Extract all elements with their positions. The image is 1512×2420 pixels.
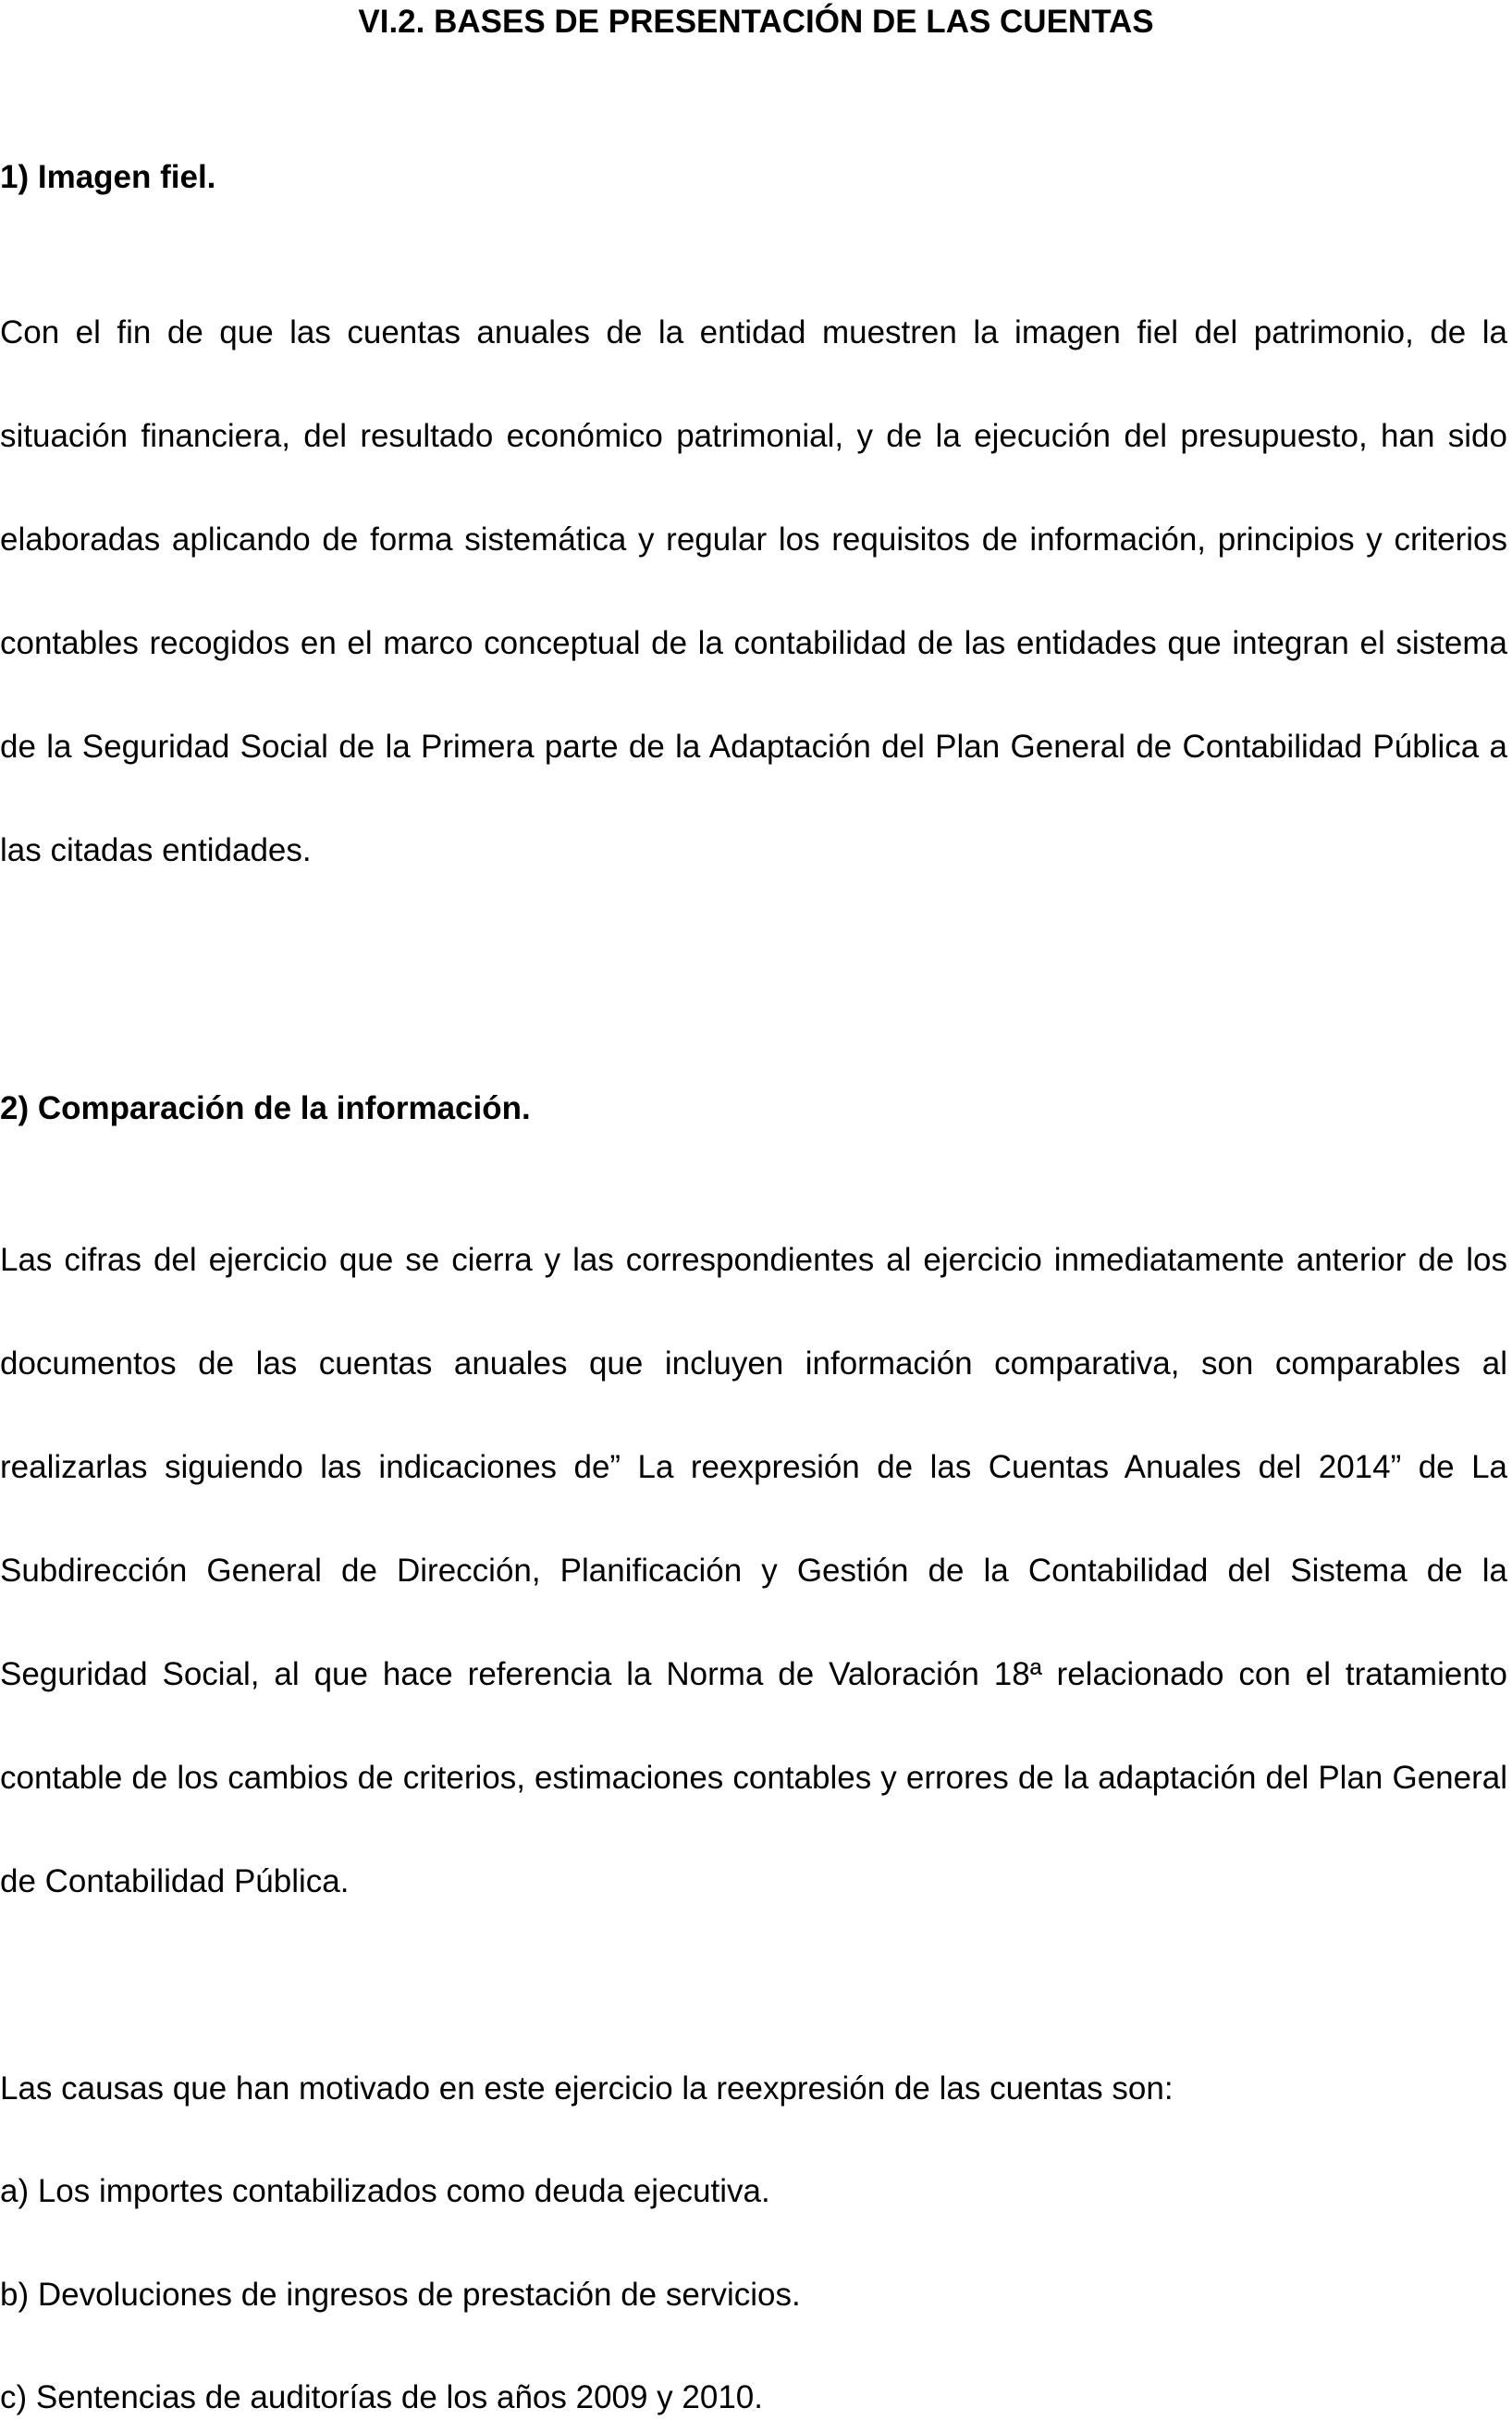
cause-item: b) Devoluciones de ingresos de prestación de servicios. [0,2277,801,2313]
section-paragraph-comparacion: Las cifras del ejercicio que se cierra y las correspondientes al ejercicio inmediatamente anterior de los documentos de las cuentas anuales que incluyen información comparativa, son comparables al realizarlas siguiendo las indicaciones de” La reexpresión de las Cuentas Anuales del 2014” de La Subdirección General de Dirección, Planificación y Gestión de la Contabilidad del Sistema de la Seguridad Social, al que hace referencia la Norma de Valoración 18ª relacionado con el tratamiento contable de los cambios de criterios, estimaciones contables y errores de la adaptación del Plan General de Contabilidad Pública. [0,1242,1507,1899]
section-heading-comparacion: 2) Comparación de la información. [0,1090,531,1126]
causes-intro: Las causas que han motivado en este ejercicio la reexpresión de las cuentas son: [0,2070,1174,2107]
section-paragraph-imagen-fiel: Con el fin de que las cuentas anuales de la entidad muestren la imagen fiel del patrimonio, de la situación financiera, del resultado económico patrimonial, y de la ejecución del presupuesto, han sido elaboradas aplicando de forma sistemática y regular los requisitos de información, principios y criterios contables recogidos en el marco conceptual de la contabilidad de las entidades que integran el sistema de la Seguridad Social de la Primera parte de la Adaptación del Plan General de Contabilidad Pública a las citadas entidades. [0,314,1507,868]
cause-item: a) Los importes contabilizados como deuda ejecutiva. [0,2173,770,2209]
section-heading-imagen-fiel: 1) Imagen fiel. [0,159,216,195]
cause-item: c) Sentencias de auditorías de los años 2009 y 2010. [0,2379,763,2415]
document-title: VI.2. BASES DE PRESENTACIÓN DE LAS CUENTAS [358,4,1154,40]
